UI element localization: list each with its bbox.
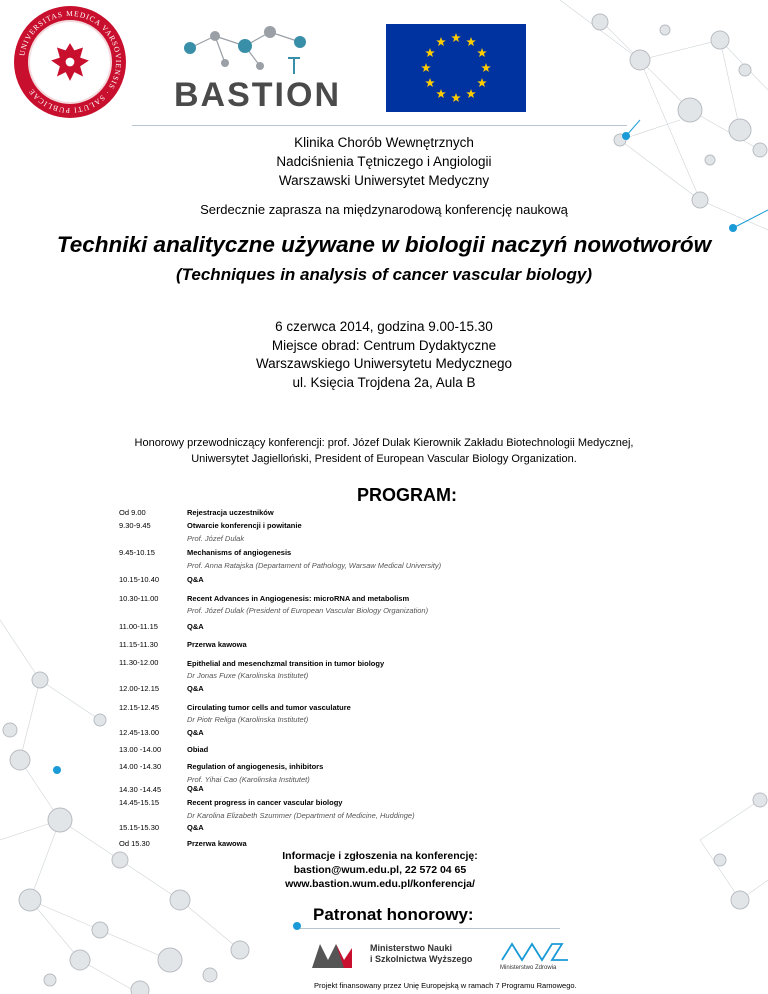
program-speaker: Prof. Józef Dulak (President of European Vascular Biology Organization) <box>187 606 429 615</box>
clinic-info <box>0 133 768 190</box>
venue-line-2: Warszawskiego Uniwersytetu Medycznego <box>255 356 513 371</box>
program-time: Od 9.00 <box>119 508 146 517</box>
eu-star-icon <box>466 89 476 98</box>
svg-text:UNIVERSITAS MEDICA VARSOVIENSI: UNIVERSITAS MEDICA VARSOVIENSIS · SALUTI PUBLICAE <box>17 8 124 116</box>
patronage-heading: Patronat honorowy: <box>313 905 474 924</box>
eu-star-icon <box>477 48 487 57</box>
program-time: 9.45-10.15 <box>119 548 155 557</box>
program-event: Przerwa kawowa <box>187 839 247 848</box>
program-time: 14.30 -14.45 <box>119 785 162 794</box>
honorary-chair-line-1: Honorowy przewodniczący konferencji: prof. Józef Dulak Kierownik Zakładu Biotechnologii Medycznej, <box>134 437 634 449</box>
program-event: Regulation of angiogenesis, inhibitors <box>187 762 324 771</box>
program-speaker: Dr Piotr Religa (Karolinska Institutet) <box>187 715 309 724</box>
conference-subtitle: (Techniques in analysis of cancer vascular biology) <box>175 265 592 284</box>
footer-funding-note: Projekt finansowany przez Unię Europejską w ramach 7 Programu Ramowego. <box>314 981 577 990</box>
clinic-line-3: Warszawski Uniwersytet Medyczny <box>278 173 490 188</box>
ministry-science-line-2: i Szkolnictwa Wyższego <box>370 954 473 964</box>
invitation-text: Serdecznie zaprasza na międzynarodową konferencję naukową <box>200 202 568 217</box>
program-time: 9.30-9.45 <box>119 521 151 530</box>
honorary-chair <box>0 435 768 467</box>
eu-star-icon <box>477 78 487 87</box>
conference-details <box>0 318 768 392</box>
date-line: 6 czerwca 2014, godzina 9.00-15.30 <box>275 319 493 334</box>
program-event: Epithelial and mesenchzmal transition in tumor biology <box>187 659 385 668</box>
eu-flag-logo <box>386 24 526 112</box>
eu-star-icon <box>425 78 435 87</box>
molecule-icon <box>170 18 340 78</box>
eu-star-icon <box>425 48 435 57</box>
clinic-line-1: Klinika Chorób Wewnętrznych <box>294 135 474 150</box>
program-event: Recent progress in cancer vascular biology <box>187 798 343 807</box>
university-seal-logo <box>14 6 126 118</box>
contact-heading: Informacje i zgłoszenia na konferencję: <box>282 850 478 862</box>
bastion-logo <box>170 18 340 118</box>
program-time: 12.00-12.15 <box>119 684 160 693</box>
conference-title: Techniki analityczne używane w biologii naczyń nowotworów <box>56 232 712 257</box>
program-time: 12.15-12.45 <box>119 703 160 712</box>
program-event: Recent Advances in Angiogenesis: microRNA and metabolism <box>187 594 410 603</box>
program-heading: PROGRAM: <box>357 485 457 505</box>
program-time: 14.45-15.15 <box>119 798 160 807</box>
eu-star-icon <box>466 37 476 46</box>
program-time: 13.00 -14.00 <box>119 745 162 754</box>
ministry-health-logo <box>500 940 572 976</box>
program-event: Rejestracja uczestników <box>187 508 274 517</box>
program-time: Od 15.30 <box>119 839 150 848</box>
program-event: Q&A <box>187 622 204 631</box>
ministry-health-label: Ministerstwo Zdrowia <box>500 965 557 971</box>
eu-star-icon <box>436 89 446 98</box>
program-time: 10.15-10.40 <box>119 575 160 584</box>
contact-email-phone[interactable]: bastion@wum.edu.pl, 22 572 04 65 <box>293 864 467 876</box>
program-speaker: Prof. Yihai Cao (Karolinska Institutet) <box>187 775 310 784</box>
contact-website-link[interactable]: www.bastion.wum.edu.pl/konferencja/ <box>285 878 475 890</box>
program-speaker: Prof. Anna Ratajska (Departament of Pathology, Warsaw Medical University) <box>187 561 442 570</box>
program-event: Mechanisms of angiogenesis <box>187 548 292 557</box>
program-speaker: Dr Karolina Elizabeth Szummer (Department of Medicine, Huddinge) <box>187 811 415 820</box>
program-time: 11.00-11.15 <box>119 622 158 631</box>
eu-star-icon <box>481 63 491 72</box>
ministry-science-logo <box>312 940 482 980</box>
patronage-divider <box>300 928 560 929</box>
header-divider <box>132 125 627 126</box>
program-time: 11.15-11.30 <box>119 640 158 649</box>
program-event: Otwarcie konferencji i powitanie <box>187 521 302 530</box>
program-event: Q&A <box>187 823 204 832</box>
eu-star-icon <box>451 93 461 102</box>
eu-star-icon <box>436 37 446 46</box>
contact-info <box>230 849 530 891</box>
program-time: 15.15-15.30 <box>119 823 160 832</box>
program-event: Q&A <box>187 784 204 793</box>
program-event: Q&A <box>187 728 204 737</box>
program-event: Q&A <box>187 575 204 584</box>
clinic-line-2: Nadciśnienia Tętniczego i Angiologii <box>276 154 492 169</box>
program-speaker: Dr Jonas Fuxe (Karolinska Institutet) <box>187 671 309 680</box>
program-time: 14.00 -14.30 <box>119 762 162 771</box>
ministry-health-icon <box>500 940 572 964</box>
program-event: Obiad <box>187 745 209 754</box>
program-event: Circulating tumor cells and tumor vasculature <box>187 703 351 712</box>
address-line: ul. Księcia Trojdena 2a, Aula B <box>292 374 476 390</box>
program-time: 10.30-11.00 <box>119 594 159 603</box>
ministry-science-text <box>370 943 472 965</box>
program-time: 11.30-12.00 <box>119 658 159 667</box>
ministry-science-line-1: Ministerstwo Nauki <box>370 943 453 953</box>
honorary-chair-line-2: Uniwersytet Jagielloński, President of European Vascular Biology Organization. <box>191 453 577 465</box>
program-speaker: Prof. Józef Dulak <box>187 534 245 543</box>
program-time: 12.45-13.00 <box>119 728 160 737</box>
program-event: Przerwa kawowa <box>187 640 247 649</box>
venue-line-1: Miejsce obrad: Centrum Dydaktyczne <box>271 337 497 353</box>
eu-star-icon <box>451 33 461 42</box>
eu-star-icon <box>421 63 431 72</box>
bastion-wordmark: BASTION <box>174 76 341 114</box>
ministry-science-icon <box>312 940 362 970</box>
program-event: Q&A <box>187 684 204 693</box>
